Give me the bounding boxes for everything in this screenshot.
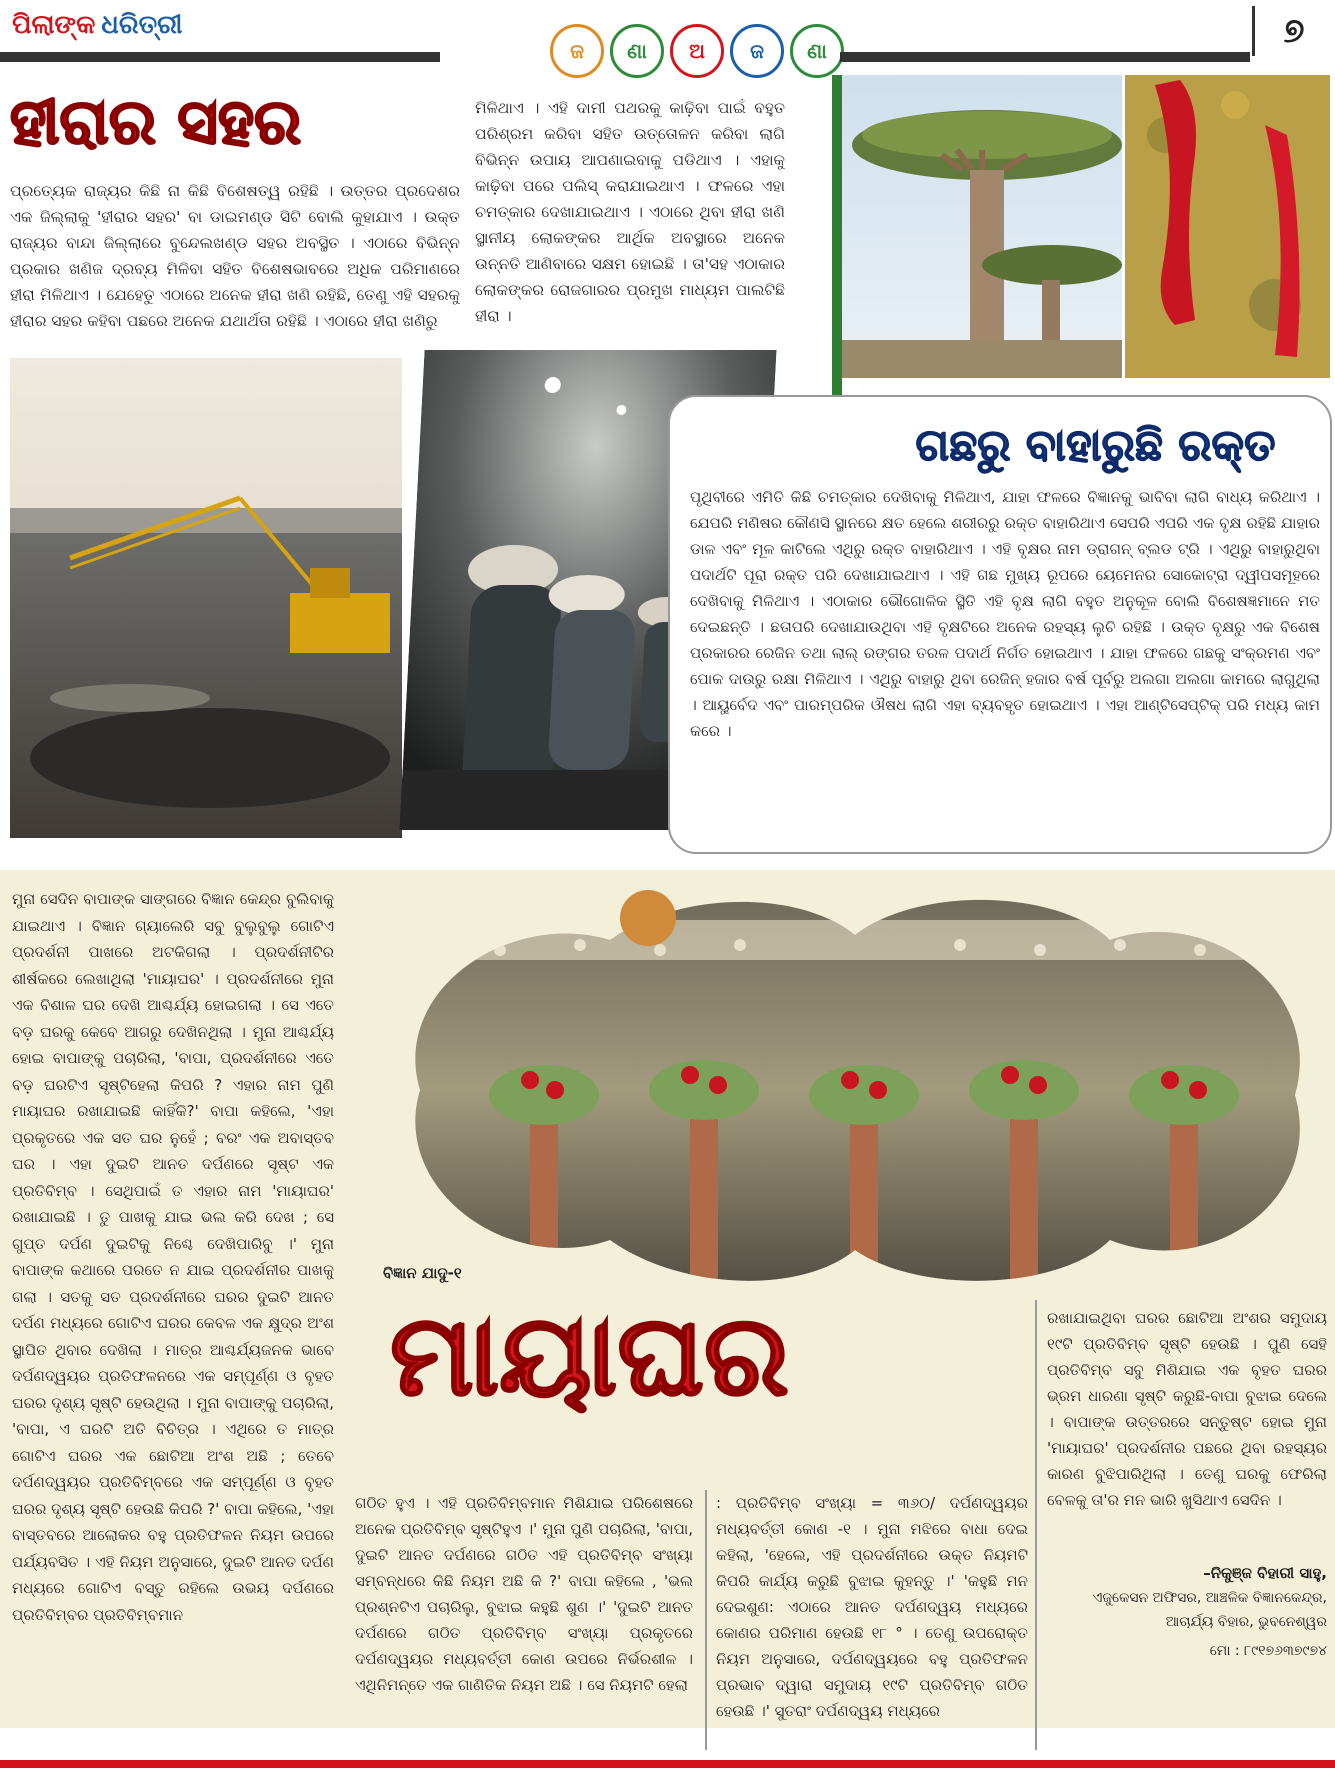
section-letter: ଜ xyxy=(730,24,784,78)
mining-site-photo xyxy=(10,358,402,838)
story1-text-right: ମିଳିଥାଏ । ଏହି ଦାମୀ ପଥରକୁ କାଢ଼ିବା ପାଇଁ ବହୁତ ପରିଶ୍ରମ କରିବା ସହିତ ଉତ୍ତୋଳନ କରିବା ଲାଗି ବିଭିନ୍ନ ଉପାୟ ଆପଣାଇବାକୁ ପଡିଥାଏ । ଏହାକୁ କାଢ଼ିବା ପରେ ପଲିସ୍ କରାଯାଇଥାଏ । ଫଳରେ ଏହା ଚମତ୍କାର ଦେଖାଯାଇଥାଏ । ଏଠାରେ ଥିବା ହୀରା ଖଣି ସ୍ଥାନୀୟ ଲୋକଙ୍କର ଆର୍ଥିକ ଅବସ୍ଥାରେ ଅନେକ ଉନ୍ନତି ଆଣିବାରେ ସକ୍ଷମ ହୋଇଛି । ତା'ସହ ଏଠାକାର ଲୋକଙ୍କର ରୋଜଗାରର ପ୍ରମୁଖ ମାଧ୍ୟମ ପାଲଟିଛି ହୀରା । xyxy=(475,99,785,325)
dragon-blood-tree-photo xyxy=(842,75,1122,378)
mirror-house-photo xyxy=(380,880,1330,1300)
page-number: ୭ xyxy=(1252,6,1333,56)
section-letter: ଅ xyxy=(670,24,724,78)
story3-column-3: : ପ୍ରତିବିମ୍ବ ସଂଖ୍ୟା = ୩୬୦/ ଦର୍ପଣଦ୍ୱୟର ମଧ୍ୟବର୍ତ୍ତୀ କୋଣ -୧ । ମୁନା ମଝିରେ ବାଧା ଦେଇ କହିଲା, 'ହେଲେ, ଏହି ପ୍ରଦର୍ଶନୀରେ ଉକ୍ତ ନିୟମଟି କିପରି କାର୍ଯ୍ୟ କରୁଛି ବୁଝାଇ କୁହନ୍ତୁ ।' 'କହୁଛି ମନ ଦେଇଶୁଣ: ଏଠାରେ ଆନତ ଦର୍ପଣଦ୍ୱୟ ମଧ୍ୟରେ କୋଣର ପରିମାଣ ହେଉଛି ୧୮ ° । ତେଣୁ ଉପରୋକ୍ତ ନିୟମ ଅନୁସାରେ, ଦର୍ପଣଦ୍ୱୟରେ ବହୁ ପ୍ରତିଫଳନ ପ୍ରଭାବ ଦ୍ୱାରା ସମୁଦାୟ ୧୯ଟି ପ୍ରତିବିମ୍ବ ଗଠିତ ହେଉଛି ।' ସୁତରାଂ ଦର୍ପଣଦ୍ୱୟ ମଧ୍ୟରେ xyxy=(716,1494,1028,1720)
section-title xyxy=(550,24,844,78)
newspaper-logo xyxy=(12,10,202,46)
story3-column-4: ରଖାଯାଇଥିବା ଘରର ଛୋଟିଆ ଅଂଶର ସମୁଦାୟ ୧୯ଟି ପ୍ରତିବିମ୍ବ ସୃଷ୍ଟି ହେଉଛି । ପୁଣି ସେହି ପ୍ରତିବିମ୍ବ ସବୁ ମିଶିଯାଇ ଏକ ବୃହତ ଘରର ଭ୍ରମ ଧାରଣା ସୃଷ୍ଟି କରୁଛି-ବାପା ବୁଝାଇ ଦେଲେ । ବାପାଙ୍କ ଉତ୍ତରରେ ସନ୍ତୁଷ୍ଟ ହୋଇ ମୁନା 'ମାୟାଘର' ପ୍ରଦର୍ଶନୀର ପଛରେ ଥିବା ରହସ୍ୟର କାରଣ ବୁଝିପାରିଥିଲା । ତେଣୁ ଘରକୁ ଫେରିଲା ବେଳକୁ ତା'ର ମନ ଭାରି ଖୁସିଥାଏ ସେଦିନ । xyxy=(1047,1309,1327,1509)
story3-headline: ମାୟାଘର xyxy=(390,1291,789,1421)
footer-rule xyxy=(0,1760,1335,1768)
byline-role: ଏଜୁକେସନ ଅଫିସର, ଆଞ୍ଚଳିକ ବିଜ୍ଞାନକେନ୍ଦ୍ର, ଆଚାର୍ଯ୍ୟ ବିହାର, ଭୁବନେଶ୍ୱର xyxy=(1092,1590,1327,1630)
story3-column-1: ମୁନା ସେଦିନ ବାପାଙ୍କ ସାଙ୍ଗରେ ବିଜ୍ଞାନ କେନ୍ଦ୍ର ବୁଲିବାକୁ ଯାଇଥାଏ । ବିଜ୍ଞାନ ଗ୍ୟାଲେରି ସବୁ ବୁଲୁବୁଲୁ ଗୋଟିଏ ପ୍ରଦର୍ଶନୀ ପାଖରେ ଅଟକିଗଲା । ପ୍ରଦର୍ଶନୀଟିର ଶୀର୍ଷକରେ ଲେଖାଥିଲା 'ମାୟାଘର' । ପ୍ରଦର୍ଶନୀରେ ମୁନା ଏକ ବିଶାଳ ଘର ଦେଖି ଆଶ୍ଚର୍ଯ୍ୟ ହୋଇଗଲା । ସେ ଏତେ ବଡ଼ ଘରକୁ କେବେ ଆଗରୁ ଦେଖିନଥିଲା । ମୁନା ଆଶ୍ଚର୍ଯ୍ୟ ହୋଇ ବାପାଙ୍କୁ ପଚାରିଲା, 'ବାପା, ପ୍ରଦର୍ଶନୀରେ ଏତେ ବଡ଼ ଘରଟିଏ ସୃଷ୍ଟିହେଲା କିପରି ? ଏହାର ନାମ ପୁଣି ମାୟାଘର ରଖାଯାଇଛି କାହିଁକି?' ବାପା କହିଲେ, 'ଏହା ପ୍ରକୃତରେ ଏକ ସତ ଘର ନୁହେଁ ; ବରଂ ଏକ ଅବାସ୍ତବ ଘର । ଏହା ଦୁଇଟି ଆନତ ଦର୍ପଣରେ ସୃଷ୍ଟ ଏକ ପ୍ରତିବିମ୍ବ । ସେଥିପାଇଁ ତ ଏହାର ନାମ 'ମାୟାଘର' ରଖାଯାଇଛି । ତୁ ପାଖକୁ ଯାଇ ଭଲ କରି ଦେଖ ; ସେ ଗୁପ୍ତ ଦର୍ପଣ ଦୁଇଟିକୁ ନିଶ୍ଚେ ଦେଖିପାରିବୁ ।' ମୁନା ବାପାଙ୍କ କଥାରେ ପରତେ ନ ଯାଇ ପ୍ରଦର୍ଶନୀର ପାଖକୁ ଗଲା । ସତକୁ ସତ ପ୍ରଦର୍ଶନୀରେ ଘରର ଦୁଇଟି ଆନତ ଦର୍ପଣ ମଧ୍ୟରେ ଗୋଟିଏ ଘରର କେବଳ ଏକ କ୍ଷୁଦ୍ର ଅଂଶ ସ୍ଥାପିତ ଥିବାର ଦେଖିଲା । ମାତ୍ର ଆଶ୍ଚର୍ଯ୍ୟଜନକ ଭାବେ ଦର୍ପଣଦ୍ୱୟର ପ୍ରତିଫଳନରେ ଏକ ସମ୍ପୂର୍ଣ୍ଣ ଓ ବୃହତ ଘରର ଦୃଶ୍ୟ ସୃଷ୍ଟି ହେଉଥିଲା । ମୁନା ବାପାଙ୍କୁ ପଚାରିଲା, 'ବାପା, ଏ ଘରଟି ଅତି ବିଚିତ୍ର । ଏଥିରେ ତ ମାତ୍ର ଗୋଟିଏ ଘରର ଏକ ଛୋଟିଆ ଅଂଶ ଅଛି ; ତେବେ ଦର୍ପଣଦ୍ୱୟର ପ୍ରତିବିମ୍ବରେ ଏକ ସମ୍ପୂର୍ଣ୍ଣ ଓ ବୃହତ ଘରର ଦୃଶ୍ୟ ସୃଷ୍ଟି ହେଉଛି କିପରି ?' ବାପା କହିଲେ, 'ଏହା ବାସ୍ତବରେ ଆଲୋକର ବହୁ ପ୍ରତିଫଳନ ନିୟମ ଉପରେ ପର୍ଯ୍ୟବସିତ । ଏହି ନିୟମ ଅନୁସାରେ, ଦୁଇଟି ଆନତ ଦର୍ପଣ ମଧ୍ୟରେ ଗୋଟିଏ ବସ୍ତୁ ରହିଲେ ଉଭୟ ଦର୍ପଣରେ ପ୍ରତିବିମ୍ବର ପ୍ରତିବିମ୍ବମାନ xyxy=(12,890,334,1624)
section-letter: ଣା xyxy=(610,24,664,78)
header-rule-right xyxy=(840,52,1250,62)
byline-phone: ମୋ : ୮୯୧୭୬୩୭୯୭୪ xyxy=(1209,1643,1327,1659)
section-letter: ଜ xyxy=(550,24,604,78)
byline xyxy=(1047,1560,1327,1664)
header-rule-left xyxy=(0,52,440,62)
story3-column-2: ଗଠିତ ହୁଏ । ଏହି ପ୍ରତିବିମ୍ବମାନ ମିଶିଯାଇ ପରିଶେଷରେ ଅନେକ ପ୍ରତିବିମ୍ବ ସୃଷ୍ଟିହୁଏ ।' ମୁନା ପୁଣି ପଚାରିଲା, 'ବାପା, ଦୁଇଟି ଆନତ ଦର୍ପଣରେ ଗଠିତ ଏହି ପ୍ରତିବିମ୍ବ ସଂଖ୍ୟା ସମ୍ବନ୍ଧରେ କିଛି ନିୟମ ଅଛି କି ?' ବାପା କହିଲେ , 'ଭଲ ପ୍ରଶ୍ନଟିଏ ପଚାରିଲୁ, ବୁଝାଇ କହୁଛି ଶୁଣ ।' 'ଦୁଇଟି ଆନତ ଦର୍ପଣରେ ଗଠିତ ପ୍ରତିବିମ୍ବ ସଂଖ୍ୟା ପ୍ରକୃତରେ ଦର୍ପଣଦ୍ୱୟର ମଧ୍ୟବର୍ତ୍ତୀ କୋଣ ଉପରେ ନିର୍ଭରଶୀଳ । ଏଥିନିମନ୍ତେ ଏକ ଗାଣିତିକ ନିୟମ ଅଛି । ସେ ନିୟମଟି ହେଲା xyxy=(355,1494,693,1694)
story1-headline: ହୀରାର ସହର xyxy=(10,85,302,158)
series-tag: ବିଜ୍ଞାନ ଯାଦୁ-୧ xyxy=(383,1264,462,1282)
story2-headline: ଗଛରୁ ବାହାରୁଛି ରକ୍ତ xyxy=(915,420,1276,471)
story2-text: ପୃଥିବୀରେ ଏମିତି କିଛି ଚମତ୍କାର ଦେଖିବାକୁ ମିଳିଥାଏ, ଯାହା ଫଳରେ ବିଜ୍ଞାନକୁ ଭାବିବା ଲାଗି ବାଧ୍ୟ କରିଥାଏ । ଯେପରି ମଣିଷର କୌଣସି ସ୍ଥାନରେ କ୍ଷତ ହେଲେ ଶରୀରରୁ ରକ୍ତ ବାହାରିଥାଏ ସେପରି ଏପରି ଏକ ବୃକ୍ଷ ରହିଛି ଯାହାର ଡାଳ ଏବଂ ମୂଳ କାଟିଲେ ଏଥିରୁ ରକ୍ତ ବାହାରିଥାଏ । ଏହି ବୃକ୍ଷର ନାମ ଡ୍ରାଗନ୍ ବ୍ଲଡ ଟ୍ରି । ଏଥିରୁ ବାହାରୁଥିବା ପଦାର୍ଥଟି ପୂରା ରକ୍ତ ପରି ଦେଖାଯାଇଥାଏ । ଏହି ଗଛ ମୁଖ୍ୟ ରୂପରେ ୟେମେନର ସୋକୋଟ୍ରା ଦ୍ୱୀପସମୂହରେ ଦେଖିବାକୁ ମିଳିଥାଏ । ଏଠାକାର ଭୌଗୋଳିକ ସ୍ଥିତି ଏହି ବୃକ୍ଷ ଲାଗି ବହୁତ ଅନୁକୂଳ ବୋଲି ବିଶେଷଜ୍ଞମାନେ ମତ ଦେଇଛନ୍ତି । ଛତାପରି ଦେଖାଯାଉଥିବା ଏହି ବୃକ୍ଷଟିରେ ଅନେକ ରହସ୍ୟ ଲୁଚି ରହିଛି । ଉକ୍ତ ବୃକ୍ଷରୁ ଏକ ବିଶେଷ ପ୍ରକାରର ରେଜିନ ତଥା ଲାଲ୍ ରଙ୍ଗର ତରଳ ପଦାର୍ଥ ନିର୍ଗତ ହୋଇଥାଏ । ଯାହା ଫଳରେ ଗଛକୁ ସଂକ୍ରମଣ ଏବଂ ପୋକ ଦାଉରୁ ରକ୍ଷା ମିଳିଥାଏ । ଏଥିରୁ ବାହାରୁ ଥିବା ରେଜିନ୍ ହଜାର ବର୍ଷ ପୂର୍ବରୁ ଅଲଗା ଅଲଗା କାମରେ ଲାଗୁଥିଲା । ଆୟୁର୍ବେଦ ଏବଂ ପାରମ୍ପରିକ ଔଷଧ ଲାଗି ଏହା ବ୍ୟବହୃତ ହୋଇଥାଏ । ଏହା ଆଣ୍ଟିସେପ୍ଟିକ୍ ପରି ମଧ୍ୟ କାମ କରେ । xyxy=(690,488,1320,740)
logo-part-1: ପିଲାଙ୍କ xyxy=(12,10,96,40)
column-rule xyxy=(1035,1300,1037,1750)
section-letter: ଣା xyxy=(790,24,844,78)
byline-name: –ନିକୁଞ୍ଜ ବିହାରୀ ସାହୁ, xyxy=(1203,1564,1327,1582)
column-rule xyxy=(705,1490,707,1750)
logo-part-2: ଧରିତ୍ରୀ xyxy=(101,10,183,40)
masthead xyxy=(0,0,1335,63)
bleeding-bark-photo xyxy=(1125,75,1330,378)
story1-text-left: ପ୍ରତ୍ୟେକ ରାଜ୍ୟର କିଛି ନା କିଛି ବିଶେଷତ୍ୱ ରହିଛି । ଉତ୍ତର ପ୍ରଦେଶର ଏକ ଜିଲ୍ଲାକୁ 'ହୀରାର ସହର' ବା ଡାଇମଣ୍ଡ ସିଟି ବୋଲି କୁହାଯାଏ । ଉକ୍ତ ରାଜ୍ୟର ବାନ୍ଦା ଜିଲ୍ଲାରେ ବୁନ୍ଦେଲଖଣ୍ଡ ସହର ଅବସ୍ଥିତ । ଏଠାରେ ବିଭିନ୍ନ ପ୍ରକାର ଖଣିଜ ଦ୍ରବ୍ୟ ମିଳିବା ସହିତ ବିଶେଷଭାବରେ ଅଧିକ ପରିମାଣରେ ହୀରା ମିଳିଥାଏ । ଯେହେତୁ ଏଠାରେ ଅନେକ ହୀରା ଖଣି ରହିଛି, ତେଣୁ ଏହି ସହରକୁ ହୀରାର ସହର କହିବା ପଛରେ ଅନେକ ଯଥାର୍ଥତା ରହିଛି । ଏଠାରେ ହୀରା ଖଣିରୁ xyxy=(10,182,460,330)
